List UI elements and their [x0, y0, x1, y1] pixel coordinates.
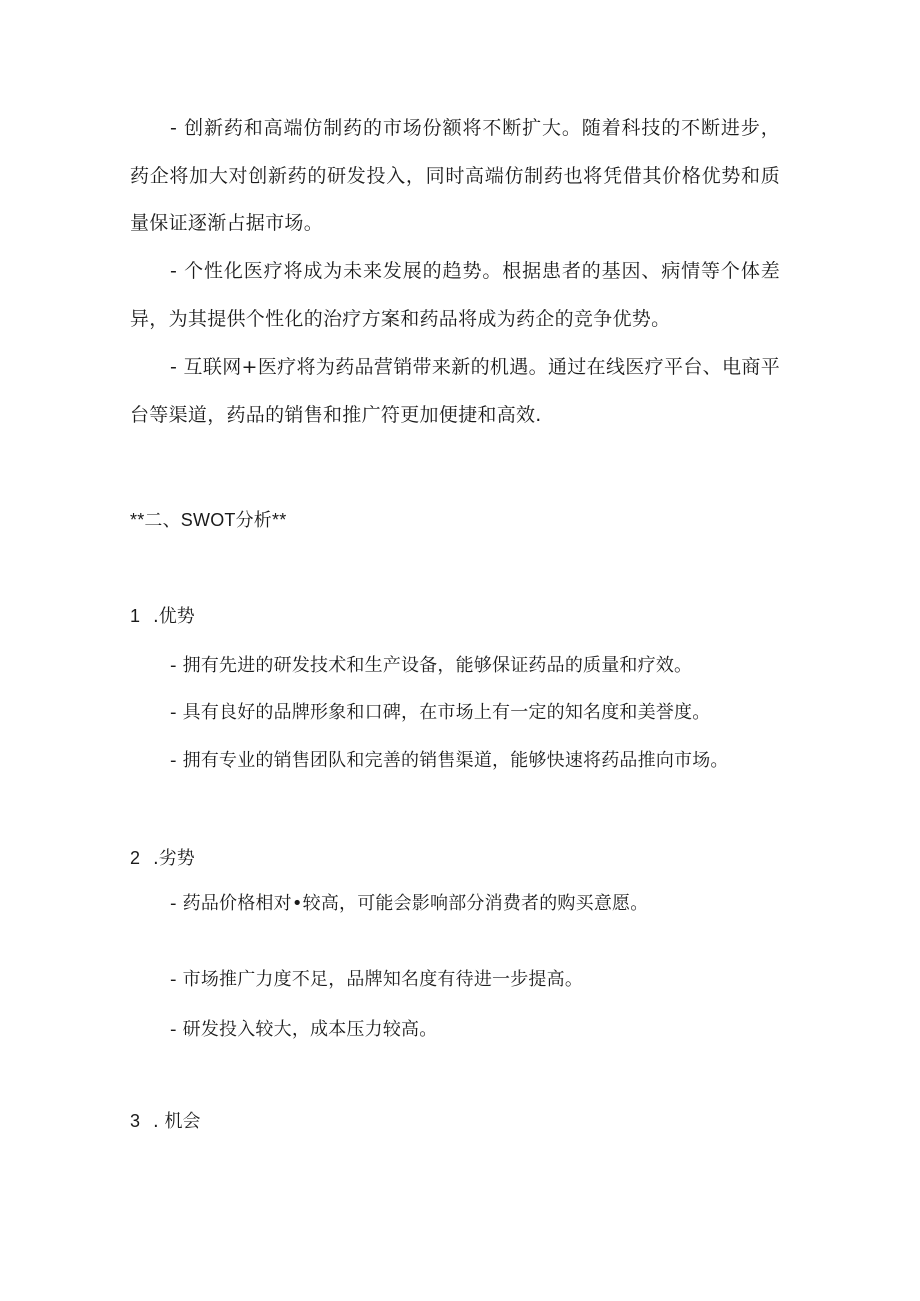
- strengths-heading: [130, 601, 195, 632]
- weaknesses-heading: [130, 843, 195, 874]
- weakness-item: - 药品价格相对•较高，可能会影响部分消费者的购买意愿。: [170, 893, 649, 914]
- opportunities-number: 3: [130, 1111, 141, 1131]
- strengths-title: .优势: [153, 606, 195, 627]
- weakness-item: - 研发投入较大，成本压力较高。: [170, 1019, 438, 1040]
- intro-paragraph-internet-healthcare: - 互联网+医疗将为药品营销带来新的机遇。通过在线医疗平台、电商平台等渠道，药品的销售和推广符更加便捷和高效.: [130, 356, 780, 426]
- strengths-number: 1: [130, 606, 141, 626]
- weaknesses-title: .劣势: [153, 848, 195, 869]
- strength-item: - 拥有专业的销售团队和完善的销售渠道，能够快速将药品推向市场。: [170, 750, 729, 771]
- weakness-item: - 市场推广力度不足，品牌知名度有待进一步提高。: [170, 969, 584, 990]
- opportunities-heading: [130, 1106, 200, 1137]
- intro-paragraph-innovative-drugs: - 创新药和高端仿制药的市场份额将不断扩大。随着科技的不断进步，药企将加大对创新药的研发投入，同时高端仿制药也将凭借其价格优势和质量保证逐渐占据市场。: [130, 117, 780, 234]
- weaknesses-number: 2: [130, 848, 141, 868]
- opportunities-title: . 机会: [153, 1111, 201, 1132]
- section-heading-swot: **二、SWOT分析**: [130, 510, 287, 530]
- intro-paragraph-personalized-medicine: - 个性化医疗将成为未来发展的趋势。根据患者的基因、病情等个体差异，为其提供个性化的治疗方案和药品将成为药企的竞争优势。: [130, 260, 780, 330]
- strength-item: - 具有良好的品牌形象和口碑，在市场上有一定的知名度和美誉度。: [170, 702, 711, 723]
- strength-item: - 拥有先进的研发技术和生产设备，能够保证药品的质量和疗效。: [170, 655, 693, 676]
